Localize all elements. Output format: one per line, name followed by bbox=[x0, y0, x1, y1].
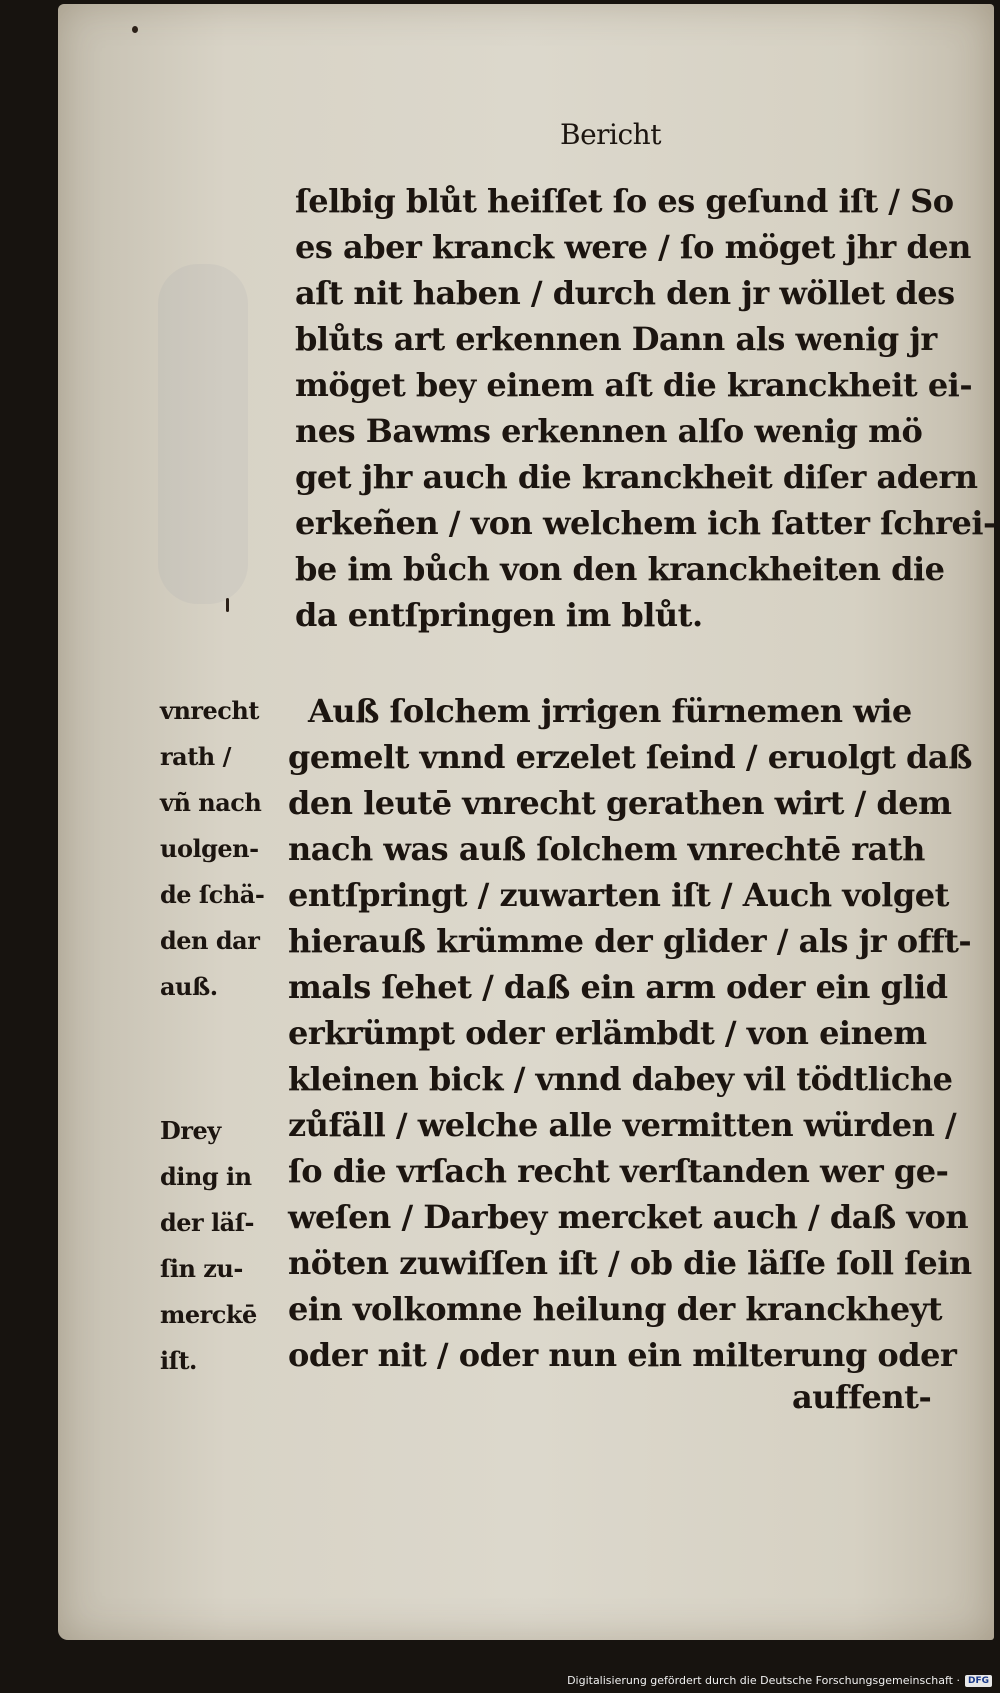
text-line: zůfäll / welche alle vermitten würden / bbox=[288, 1106, 957, 1144]
text-line: ein volkomne heilung der kranckheyt bbox=[288, 1290, 943, 1328]
text-line: erkeñen / von welchem ich ſatter ſchrei- bbox=[295, 504, 996, 542]
text-line: nach was auß ſolchem vnrechtē rath bbox=[288, 830, 925, 868]
margin-line: ſin zu- bbox=[160, 1254, 243, 1283]
margin-line: merckē bbox=[160, 1300, 257, 1329]
digitization-credit bbox=[567, 1674, 992, 1687]
text-line: weſen / Darbey mercket auch / daß von bbox=[288, 1198, 969, 1236]
ink-speck bbox=[132, 26, 138, 33]
text-line: be im bůch von den kranckheiten die bbox=[295, 550, 945, 588]
margin-line: den dar bbox=[160, 926, 260, 955]
margin-line: uolgen- bbox=[160, 834, 259, 863]
margin-line: ding in bbox=[160, 1162, 252, 1191]
text-line: gemelt vnnd erzelet ſeind / eruolgt daß bbox=[288, 738, 972, 776]
text-line: get jhr auch die kranckheit diſer adern bbox=[295, 458, 978, 496]
text-line: aſt nit haben / durch den jr wöllet des bbox=[295, 274, 955, 312]
margin-line: auß. bbox=[160, 972, 218, 1001]
margin-line: vñ nach bbox=[160, 788, 262, 817]
text-line: möget bey einem aſt die kranckheit ei- bbox=[295, 366, 973, 404]
text-line: da entſpringen im blůt. bbox=[295, 596, 703, 634]
text-block-1 bbox=[295, 178, 996, 638]
marginal-note-1 bbox=[160, 688, 264, 1010]
marginal-note-2 bbox=[160, 1108, 257, 1384]
text-line: oder nit / oder nun ein milterung oder bbox=[288, 1336, 957, 1374]
margin-line: Drey bbox=[160, 1116, 221, 1145]
text-line: mals ſehet / daß ein arm oder ein glid bbox=[288, 968, 948, 1006]
text-line: erkrümpt oder erlämbdt / von einem bbox=[288, 1014, 927, 1052]
text-line: hierauß krümme der glider / als jr offt- bbox=[288, 922, 972, 960]
text-line: den leutē vnrecht gerathen wirt / dem bbox=[288, 784, 952, 822]
catchword: auffent- bbox=[792, 1378, 932, 1416]
text-line: entſpringt / zuwarten iſt / Auch volget bbox=[288, 876, 949, 914]
margin-line: vnrecht bbox=[160, 696, 259, 725]
text-line: blůts art erkennen Dann als wenig jr bbox=[295, 320, 937, 358]
text-block-2 bbox=[288, 688, 972, 1378]
running-title: Bericht bbox=[560, 118, 661, 151]
text-line: es aber kranck were / ſo möget jhr den bbox=[295, 228, 971, 266]
text-line: nes Bawms erkennen alſo wenig mö bbox=[295, 412, 923, 450]
paper-stain bbox=[158, 264, 248, 604]
text-line: kleinen bick / vnnd dabey vil tödtliche bbox=[288, 1060, 953, 1098]
text-line: Auß ſolchem jrrigen fürnemen wie bbox=[308, 692, 912, 730]
margin-line: de ſchä- bbox=[160, 880, 265, 909]
margin-line: iſt. bbox=[160, 1346, 197, 1375]
ink-speck bbox=[226, 598, 229, 612]
credit-text: Digitalisierung gefördert durch die Deutsche Forschungsgemeinschaft · bbox=[567, 1674, 960, 1687]
text-line: ſo die vrſach recht verſtanden wer ge- bbox=[288, 1152, 949, 1190]
dfg-logo-icon: DFG bbox=[965, 1675, 992, 1687]
margin-line: rath / bbox=[160, 742, 231, 771]
text-line: nöten zuwiſſen iſt / ob die läſſe ſoll ſein bbox=[288, 1244, 972, 1282]
margin-line: der läſ- bbox=[160, 1208, 255, 1237]
text-line: ſelbig blůt heiſſet ſo es geſund iſt / So bbox=[295, 182, 954, 220]
